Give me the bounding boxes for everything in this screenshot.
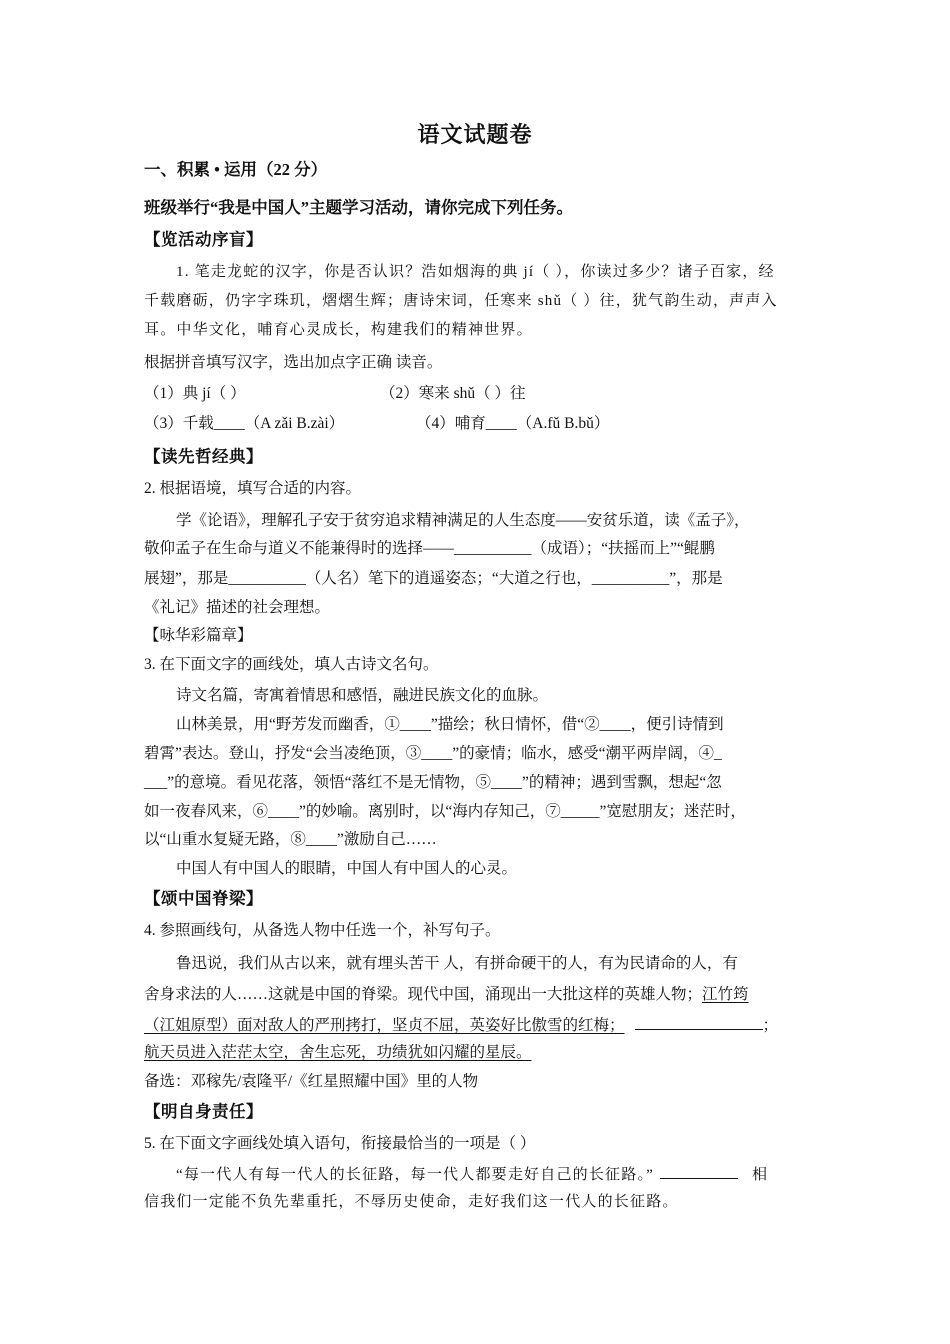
block4-question: 4. 参照画线句，从备选人物中任选一个，补写句子。 [144, 922, 501, 939]
block4-underlined-line: 航天员进入茫茫太空，舍生忘死，功绩犹如闪耀的星辰。 [144, 1044, 532, 1061]
block2-line: 敬仰孟子在生命与道义不能兼得时的选择——__________（成语）；“扶摇而上”“鲲鹏 [144, 540, 715, 557]
block1-passage-line: 耳。中华文化，哺育心灵成长，构建我们的精神世界。 [144, 322, 533, 338]
block3-line: 诗文名篇，寄寓着情思和感悟，融进民族文化的血脉。 [176, 687, 549, 704]
answer-blank[interactable] [660, 1163, 738, 1179]
section-heading: 一、积累 • 运用（22 分） [144, 160, 328, 179]
block5-line [176, 1163, 768, 1185]
block4-heading: 【颂中国脊梁】 [144, 889, 263, 908]
block4-line-text: 舍身求法的人……这就是中国的脊梁。现代中国，涌现出一大批这样的英雄人物； [144, 986, 703, 1003]
block4-options: 备选：邓稼先/袁隆平/《红星照耀中国》里的人物 [144, 1073, 479, 1090]
block1-option: （2）寒来 shǔ（ ）往 [380, 385, 526, 402]
block5-line: 信我们一定能不负先辈重托，不辱历史使命，走好我们这一代人的长征路。 [144, 1194, 679, 1210]
block5-heading: 【明自身责任】 [144, 1102, 263, 1121]
block3-line: 中国人有中国人的眼睛，中国人有中国人的心灵。 [176, 860, 518, 877]
block3-line: 碧霄”表达。登山，抒发“会当凌绝顶，③____”的豪情；临水，感受“潮平两岸阔，④_ [144, 745, 722, 762]
block1-option: （3）千载____（A zǎi B.zài） [144, 415, 345, 432]
block2-line: 《礼记》描述的社会理想。 [144, 599, 331, 616]
block3-line: 以“山重水复疑无路，⑧____”激励自己…… [144, 831, 437, 848]
block3-line: 山林美景，用“野芳发而幽香，①____”描绘；秋日情怀，借“②____，便引诗情到 [176, 716, 724, 733]
block1-instruction: 根据拼音填写汉字，选出加点字正确 读音。 [144, 354, 443, 371]
block5-question: 5. 在下面文字画线处填入语句，衔接最恰当的一项是（ ） [144, 1135, 536, 1152]
answer-blank[interactable] [635, 1014, 763, 1030]
block1-passage-line: 1. 笔走龙蛇的汉字，你是否认识？浩如烟海的典 jí（ ），你读过多少？诸子百家，经 [176, 264, 775, 280]
block4-line [144, 1014, 778, 1036]
page-title: 语文试题卷 [417, 122, 533, 147]
block4-line: 鲁迅说，我们从古以来，就有埋头苦干 人，有拼命硬干的人，有为民请命的人，有 [176, 955, 738, 972]
section-intro: 班级举行“我是中国人”主题学习活动，请你完成下列任务。 [144, 198, 573, 217]
block2-line: 学《论语》，理解孔子安于贫穷追求精神满足的人生态度——安贫乐道，读《孟子》， [176, 512, 750, 529]
block1-heading: 【览活动序盲】 [144, 230, 263, 249]
block1-option: （4）哺育____（A.fǔ B.bǔ） [416, 415, 610, 432]
block4-underlined-text: （江姐原型）面对敌人的严刑拷打，坚贞不屈，英姿好比傲雪的红梅； [144, 1017, 625, 1034]
block1-option: （1）典 jí（ ） [144, 385, 246, 402]
block4-underlined-text: 江竹筠 [702, 986, 749, 1003]
block3-question: 3. 在下面文字的画线处，填人古诗文名句。 [144, 656, 439, 673]
block5-line-end: 相 [752, 1167, 769, 1183]
block2-line: 展翅”，那是__________（人名）笔下的逍遥姿态；“大道之行也，__________”，那是 [144, 570, 723, 587]
block3-line: 如一夜春风来，⑥____”的妙喻。离别时，以“海内存知己，⑦_____”宽慰朋友；迷茫时， [144, 803, 746, 820]
block2-heading: 【读先哲经典】 [144, 447, 263, 466]
block1-passage-line: 千载磨砺，仍字字珠玑，熠熠生辉；唐诗宋词，任寒来 shǔ（ ）往，犹气韵生动，声声入 [144, 293, 778, 309]
block5-line-text: “每一代人有每一代人的长征路，每一代人都要走好自己的长征路。” [176, 1167, 655, 1183]
block3-heading: 【咏华彩篇章】 [144, 627, 253, 644]
block2-question: 2. 根据语境，填写合适的内容。 [144, 480, 362, 497]
block3-line: ___”的意境。看见花落，领悟“落红不是无情物，⑤____”的精神；遇到雪飘，想起“忽 [144, 774, 722, 791]
block4-line [144, 985, 749, 1005]
block4-line-end: ； [762, 1017, 779, 1034]
